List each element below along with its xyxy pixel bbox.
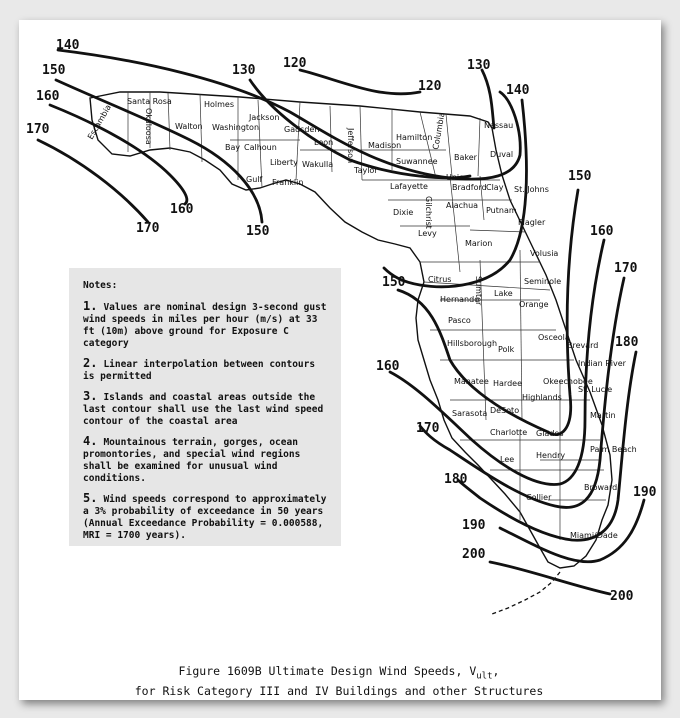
county-label: Hamilton bbox=[396, 133, 433, 142]
county-label: Taylor bbox=[354, 166, 378, 175]
county-label: Volusia bbox=[530, 249, 559, 258]
county-label: Marion bbox=[465, 239, 493, 248]
note-text: Mountainous terrain, gorges, ocean promontories, and special wind regions shall be examined for unusual wind conditions. bbox=[83, 437, 301, 484]
county-label: Flagler bbox=[518, 218, 546, 227]
county-label: Hardee bbox=[493, 379, 522, 388]
contour-label: 180 bbox=[615, 335, 639, 350]
caption-prefix: Figure 1609B Ultimate Design Wind Speeds, V bbox=[178, 664, 477, 678]
contour-130-east bbox=[482, 70, 494, 128]
county-label: Walton bbox=[175, 122, 203, 131]
contour-200 bbox=[490, 562, 610, 594]
contour-label: 150 bbox=[42, 63, 66, 78]
contour-120 bbox=[300, 70, 420, 94]
county-label: Miami/Dade bbox=[570, 531, 618, 540]
contour-label: 170 bbox=[136, 221, 160, 236]
county-label: Hendry bbox=[536, 451, 566, 460]
figure-caption bbox=[59, 664, 619, 699]
county-label: Hillsborough bbox=[447, 339, 498, 348]
county-label: Collier bbox=[526, 493, 552, 502]
county-label: Bradford bbox=[452, 183, 487, 192]
county-label: Pasco bbox=[448, 316, 471, 325]
county-label: Clay bbox=[486, 183, 504, 192]
contour-label: 180 bbox=[444, 472, 468, 487]
county-label: Palm Beach bbox=[590, 445, 637, 454]
county-label: Liberty bbox=[270, 158, 298, 167]
county-label: Lee bbox=[500, 455, 515, 464]
contour-label: 160 bbox=[170, 202, 194, 217]
county-label: St. Johns bbox=[514, 185, 549, 194]
county-label: Broward bbox=[584, 483, 618, 492]
county-label: Orange bbox=[519, 300, 549, 309]
contour-label: 200 bbox=[462, 547, 486, 562]
county-label: Suwannee bbox=[396, 157, 438, 166]
contour-label: 150 bbox=[568, 169, 592, 184]
county-label: Calhoun bbox=[244, 143, 277, 152]
contour-label: 130 bbox=[232, 63, 256, 78]
note-text: Values are nominal design 3-second gust wind speeds in miles per hour (m/s) at 33 ft (10m) above ground for Exposure C category bbox=[83, 302, 327, 349]
county-label: Seminole bbox=[524, 277, 562, 286]
note-item bbox=[83, 435, 331, 485]
note-item bbox=[83, 300, 331, 350]
county-label: Franklin bbox=[272, 178, 304, 187]
county-label: Gadsden bbox=[284, 125, 320, 134]
caption-suffix: , bbox=[492, 664, 500, 678]
county-label: Osceola bbox=[538, 333, 570, 342]
county-label: Charlotte bbox=[490, 428, 528, 437]
county-label: Holmes bbox=[204, 100, 235, 109]
county-label: Wakulla bbox=[302, 160, 334, 169]
caption-subscript: ult bbox=[476, 671, 493, 682]
note-item bbox=[83, 357, 331, 383]
notes-title: Notes: bbox=[83, 280, 118, 291]
county-label: Nassau bbox=[484, 121, 514, 130]
contour-label: 170 bbox=[26, 122, 50, 137]
note-number: 2. bbox=[83, 356, 98, 370]
county-label: Gulf bbox=[246, 175, 263, 184]
contour-160-east bbox=[390, 240, 604, 484]
contour-label: 150 bbox=[246, 224, 270, 239]
contour-label: 160 bbox=[36, 89, 60, 104]
county-label: Okeechobee bbox=[543, 377, 593, 386]
county-label: Union bbox=[446, 173, 470, 182]
contour-label: 160 bbox=[376, 359, 400, 374]
contour-label: 120 bbox=[418, 79, 442, 94]
county-label: Brevard bbox=[567, 341, 599, 350]
county-label: Escambia bbox=[85, 103, 113, 141]
county-label: Jackson bbox=[249, 113, 280, 122]
contour-label: 170 bbox=[614, 261, 638, 276]
county-label: Santa Rosa bbox=[127, 97, 172, 106]
note-text: Islands and coastal areas outside the last contour shall use the last wind speed contour of the coastal area bbox=[83, 392, 324, 427]
county-label: Lake bbox=[494, 289, 513, 298]
county-label: Sarasota bbox=[452, 409, 488, 418]
caption-line-2: for Risk Category III and IV Buildings and other Structures bbox=[134, 684, 544, 699]
county-label: Dixie bbox=[393, 208, 414, 217]
county-label: Duval bbox=[490, 150, 514, 159]
county-label: Gilchrist bbox=[424, 196, 433, 229]
note-number: 1. bbox=[83, 299, 98, 313]
county-label: Putnam bbox=[486, 206, 517, 215]
county-label: Madison bbox=[368, 141, 402, 150]
county-label: Washington bbox=[212, 123, 260, 132]
note-text: Linear interpolation between contours is permitted bbox=[83, 359, 316, 382]
contour-label: 160 bbox=[590, 224, 614, 239]
county-label: Highlands bbox=[522, 393, 562, 402]
note-number: 4. bbox=[83, 434, 98, 448]
county-label: St. Lucie bbox=[578, 385, 613, 394]
county-label: Alachua bbox=[446, 201, 479, 210]
county-label: Levy bbox=[418, 229, 437, 238]
county-label: Manatee bbox=[454, 377, 489, 386]
county-label: Bay bbox=[225, 143, 241, 152]
county-label: Jefferson bbox=[346, 128, 355, 164]
county-label: Okaloosa bbox=[144, 108, 153, 145]
county-label: Baker bbox=[454, 153, 477, 162]
contour-label: 190 bbox=[633, 485, 657, 500]
figure-page bbox=[19, 20, 661, 700]
contour-label: 150 bbox=[382, 275, 406, 290]
note-number: 3. bbox=[83, 389, 98, 403]
caption-line-1 bbox=[59, 664, 619, 684]
county-label: Glades bbox=[536, 429, 564, 438]
contour-label: 130 bbox=[467, 58, 491, 73]
county-label: Columbia bbox=[431, 111, 447, 151]
county-label: Lafayette bbox=[390, 182, 428, 191]
contour-label: 140 bbox=[56, 38, 80, 53]
note-text: Wind speeds correspond to approximately a 3% probability of exceedance in 50 years (Annual Exceedance Probability = 0.000588, MRI = 1700 years). bbox=[83, 494, 327, 541]
county-label: Hernando bbox=[440, 295, 480, 304]
contour-label: 200 bbox=[610, 589, 634, 604]
contour-label: 170 bbox=[416, 421, 440, 436]
notes-panel bbox=[69, 268, 341, 546]
county-label: Leon bbox=[314, 138, 334, 147]
county-label: DeSoto bbox=[490, 406, 520, 415]
note-number: 5. bbox=[83, 491, 98, 505]
note-item bbox=[83, 390, 331, 428]
county-label: Indian River bbox=[578, 359, 626, 368]
county-label: Polk bbox=[498, 345, 515, 354]
contour-170-north bbox=[38, 140, 148, 222]
note-item bbox=[83, 492, 331, 542]
county-label: Martin bbox=[590, 411, 616, 420]
contour-label: 190 bbox=[462, 518, 486, 533]
contour-label: 120 bbox=[283, 56, 307, 71]
county-label: Citrus bbox=[428, 275, 452, 284]
county-label: Sumter bbox=[474, 276, 483, 306]
contour-label: 140 bbox=[506, 83, 530, 98]
